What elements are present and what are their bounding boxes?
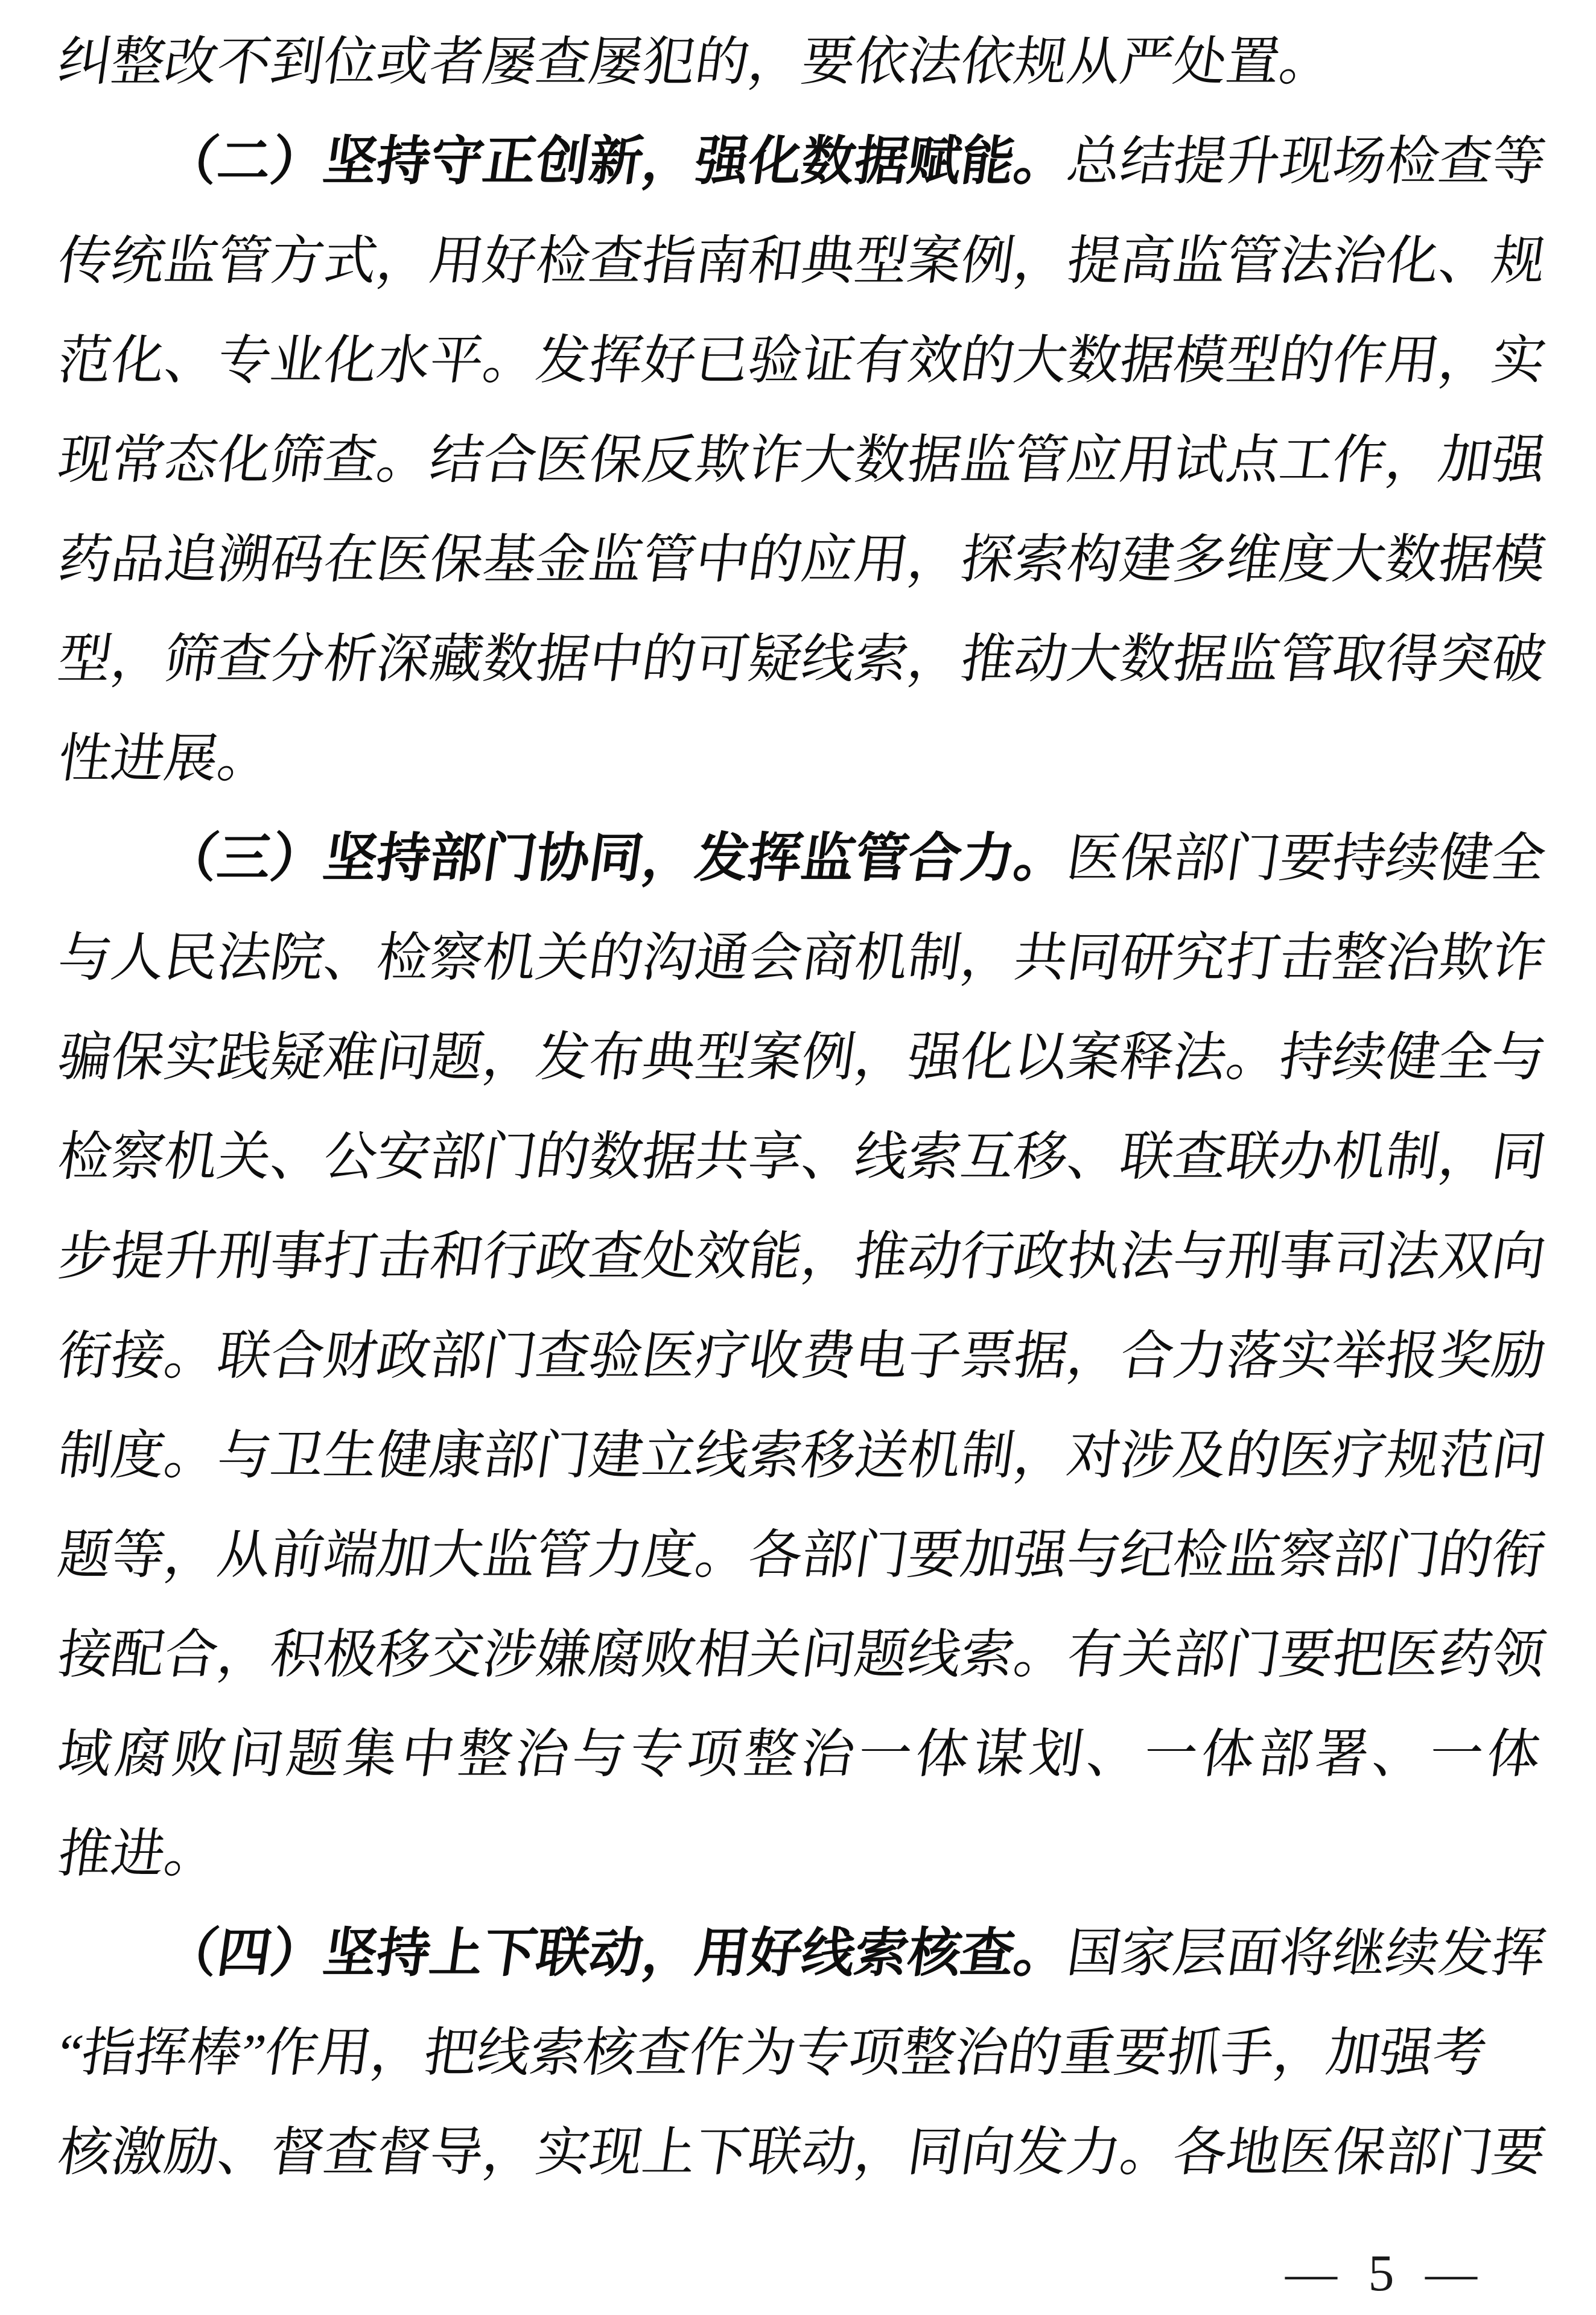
- text-line: [51, 112, 1552, 212]
- text-line: 制度。与卫生健康部门建立线索移送机制，对涉及的医疗规范问: [54, 1427, 1550, 1485]
- text-run: 国家层面将继续发挥: [1063, 1925, 1550, 1983]
- page-number: — 5 —: [1285, 2244, 1477, 2302]
- text-line: 与人民法院、检察机关的沟通会商机制，共同研究打击整治欺诈: [54, 929, 1550, 988]
- text-line: 纠整改不到位或者屡查屡犯的，要依法依规从严处置。: [54, 33, 1337, 92]
- text-line: 传统监管方式，用好检查指南和典型案例，提高监管法治化、规: [54, 232, 1550, 291]
- text-line: 域腐败问题集中整治与专项整治一体谋划、一体部署、一体: [54, 1726, 1549, 1784]
- text-line: 推进。: [54, 1825, 222, 1884]
- text-line: 接配合，积极移交涉嫌腐败相关问题线索。有关部门要把医药领: [54, 1626, 1550, 1685]
- document-body: [54, 13, 1550, 2203]
- text-line: 步提升刑事打击和行政查处效能，推动行政执法与刑事司法双向: [54, 1228, 1550, 1286]
- text-line: 衔接。联合财政部门查验医疗收费电子票据，合力落实举报奖励: [54, 1327, 1550, 1386]
- text-line: 现常态化筛查。结合医保反欺诈大数据监管应用试点工作，加强: [54, 431, 1550, 490]
- text-line: 药品追溯码在医保基金监管中的应用，探索构建多维度大数据模: [54, 531, 1550, 589]
- text-line: 检察机关、公安部门的数据共享、线索互移、联查联办机制，同: [54, 1128, 1550, 1187]
- text-run: 医保部门要持续健全: [1063, 830, 1550, 888]
- text-line: 性进展。: [54, 730, 275, 789]
- section-heading: （三）坚持部门协同，发挥监管合力。: [161, 830, 1072, 888]
- text-line: 型，筛查分析深藏数据中的可疑线索，推动大数据监管取得突破: [54, 630, 1550, 689]
- text-line: 范化、专业化水平。发挥好已验证有效的大数据模型的作用，实: [54, 332, 1550, 390]
- section-heading: （四）坚持上下联动，用好线索核查。: [161, 1925, 1072, 1983]
- text-line: [51, 809, 1552, 909]
- text-line: 骗保实践疑难问题，发布典型案例，强化以案释法。持续健全与: [54, 1029, 1550, 1087]
- text-line: 核激励、督查督导，实现上下联动，同向发力。各地医保部门要: [54, 2124, 1550, 2182]
- section-heading: （二）坚持守正创新，强化数据赋能。: [161, 133, 1072, 191]
- text-line: 题等，从前端加大监管力度。各部门要加强与纪检监察部门的衔: [54, 1526, 1550, 1585]
- text-run: 总结提升现场检查等: [1063, 133, 1550, 191]
- text-line: “指挥棒”作用，把线索核查作为专项整治的重要抓手，加强考: [54, 2024, 1490, 2083]
- text-line: [51, 1904, 1552, 2004]
